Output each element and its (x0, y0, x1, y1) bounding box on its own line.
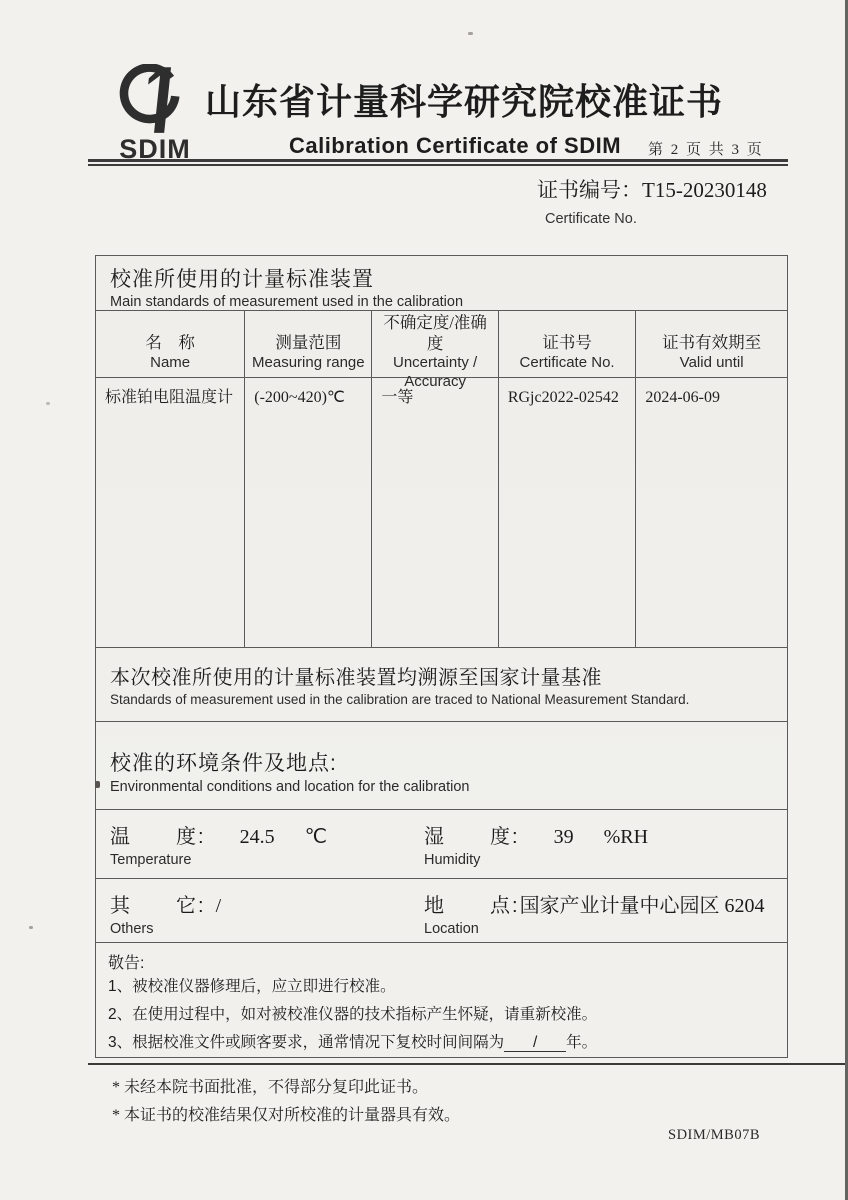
scan-speck (468, 32, 473, 35)
certificate-number-block (537, 174, 767, 227)
standards-table (96, 311, 787, 648)
temperature-humidity-row (96, 810, 787, 879)
sdim-logo-icon (100, 64, 210, 144)
form-code: SDIM/MB07B (668, 1127, 761, 1143)
others-label-cn: 其 它: (110, 895, 206, 918)
cell-certificate-no: RGjc2022-02542 (499, 378, 637, 647)
temperature-unit: ℃ (304, 826, 328, 849)
cell-valid-until: 2024-06-09 (645, 389, 720, 407)
footer-notes (112, 1074, 460, 1130)
traceability-section (96, 648, 787, 722)
environment-section-title (96, 722, 787, 810)
page-number: 第 2 页 共 3 页 (648, 142, 764, 158)
certificate-number: 证书编号：T15-20230148 (537, 178, 767, 202)
location-field (424, 889, 787, 942)
traceability-en: Standards of measurement used in the calibration are traced to National Measurement Standard. (110, 692, 690, 708)
others-label-en: Others (110, 921, 154, 938)
humidity-label-cn: 湿 度: (424, 826, 520, 849)
footer-note-2: * 本证书的校准结果仅对所校准的计量器具有效。 (112, 1107, 461, 1124)
standards-title-en: Main standards of measurement used in the calibration (110, 294, 464, 310)
location-label-en: Location (424, 921, 479, 938)
notice-item-2: 2、在使用过程中，如对被校准仪器的技术指标产生怀疑，请重新校准。 (108, 1006, 598, 1024)
environment-title-en: Environmental conditions and location for the calibration (110, 779, 470, 796)
col-header-certificate-no: 证书号 Certificate No. (499, 311, 637, 394)
certificate-body (95, 255, 788, 1058)
others-location-row (96, 879, 787, 943)
footer-note-1: * 未经本院书面批准，不得部分复印此证书。 (112, 1079, 429, 1096)
scan-speck (46, 402, 50, 405)
cell-accuracy: 一等 (372, 378, 498, 647)
notice-item-3: 3、根据校准文件或顾客要求，通常情况下复校时间间隔为 / 年。 (108, 1034, 598, 1052)
environment-title-cn: 校准的环境条件及地点: (110, 752, 337, 776)
col-header-name: 名 称 Name (96, 311, 245, 394)
temperature-label-cn: 温 度: (110, 826, 206, 849)
humidity-unit: %RH (603, 826, 649, 849)
others-value: / (215, 895, 222, 918)
title-chinese: 山东省计量科学研究院校准证书 (205, 82, 724, 122)
standards-section-title (96, 256, 787, 311)
notice-section (96, 943, 787, 1057)
traceability-cn: 本次校准所使用的计量标准装置均溯源至国家计量基准 (110, 667, 602, 690)
title-english: Calibration Certificate of SDIM (288, 133, 622, 158)
col-header-uncertainty: 不确定度/准确度 Uncertainty / Accuracy (372, 311, 498, 394)
standards-title-cn: 校准所使用的计量标准装置 (110, 268, 374, 291)
col-header-valid-until: 证书有效期至 Valid until (662, 332, 762, 371)
certificate-number-label-en: Certificate No. (545, 211, 637, 227)
temperature-label-en: Temperature (110, 852, 192, 869)
location-value: 国家产业计量中心园区 6204 (519, 895, 765, 918)
temperature-field (110, 820, 424, 878)
humidity-value: 39 (553, 826, 574, 849)
scan-speck (29, 926, 33, 929)
temperature-value: 24.5 (239, 826, 275, 849)
sdim-logo-text: SDIM (119, 134, 191, 164)
humidity-field (424, 820, 787, 878)
sdim-logo (100, 64, 210, 165)
header-divider (88, 159, 788, 166)
notice-title: 敬告: (108, 955, 145, 973)
location-label-cn: 地 点: (424, 895, 520, 918)
recalibration-interval-blank: / (504, 1035, 566, 1052)
cell-standard-name: 标准铂电阻温度计 (96, 378, 245, 647)
footer-divider (88, 1063, 845, 1065)
col-header-measuring-range: 测量范围 Measuring range (245, 311, 372, 394)
cell-measuring-range: (-200~420)℃ (245, 378, 372, 647)
standards-table-header (96, 311, 787, 391)
standards-table-row (96, 378, 787, 647)
notice-item-1: 1、被校准仪器修理后，应立即进行校准。 (108, 978, 396, 996)
others-field (110, 889, 424, 942)
scan-speck (95, 781, 100, 788)
humidity-label-en: Humidity (424, 852, 481, 869)
